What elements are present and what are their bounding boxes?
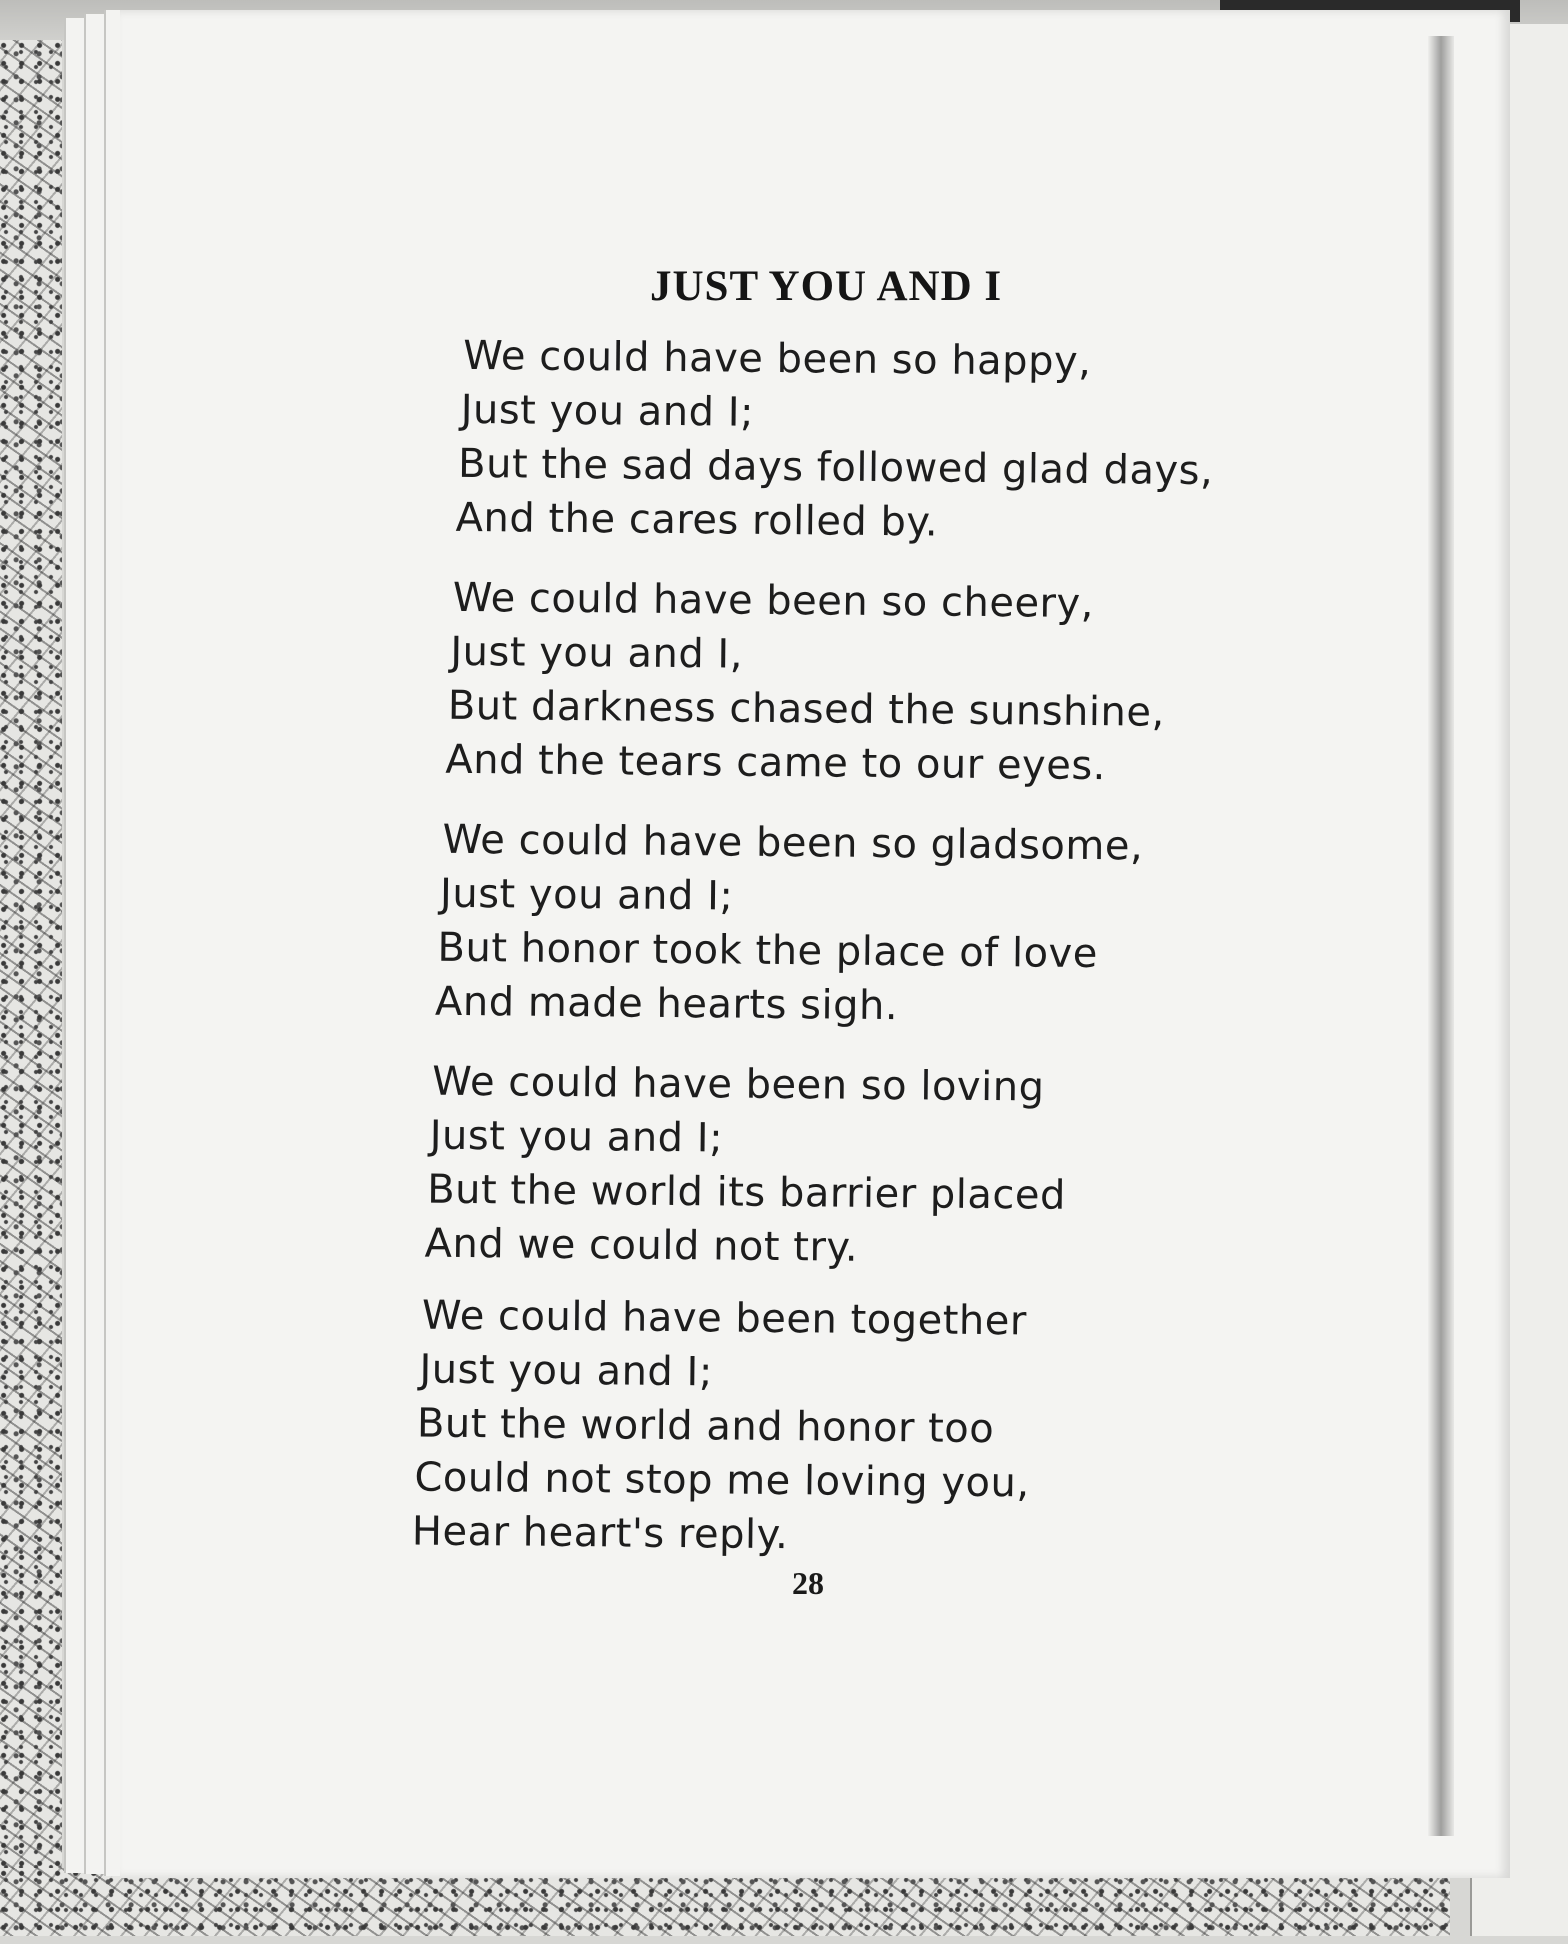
poem-line: And the cares rolled by.: [455, 494, 939, 546]
poem-title: JUST YOU AND I: [650, 263, 1003, 310]
poem-line: But the sad days followed glad days,: [457, 440, 1214, 495]
poem-line: But the world its barrier placed: [426, 1166, 1067, 1219]
poem-line: We could have been together: [421, 1292, 1028, 1345]
poem-line: We could have been so cheery,: [452, 574, 1095, 627]
poem-line: Just you and I;: [439, 870, 734, 920]
poem-line: We could have been so loving: [432, 1058, 1045, 1111]
poem-line: Just you and I;: [429, 1112, 724, 1162]
poem-line: Just you and I;: [460, 386, 755, 436]
poem-line: But darkness chased the sunshine,: [447, 682, 1165, 736]
poem-line: We could have been so happy,: [462, 332, 1092, 385]
poem-line: We could have been so gladsome,: [442, 816, 1144, 870]
poem-line: Just you and I;: [419, 1346, 714, 1396]
poem-line: And made hearts sigh.: [434, 978, 899, 1030]
poem-line: But honor took the place of love: [437, 924, 1099, 978]
poem-line: Hear heart's reply.: [411, 1508, 789, 1559]
poem-line: Just you and I,: [450, 628, 744, 678]
poem-line: And we could not try.: [424, 1220, 859, 1271]
poem-line: And the tears came to our eyes.: [445, 736, 1107, 790]
poem-line: But the world and honor too: [416, 1400, 995, 1453]
poem-line: Could not stop me loving you,: [414, 1454, 1030, 1507]
page-number: 28: [792, 1565, 824, 1601]
